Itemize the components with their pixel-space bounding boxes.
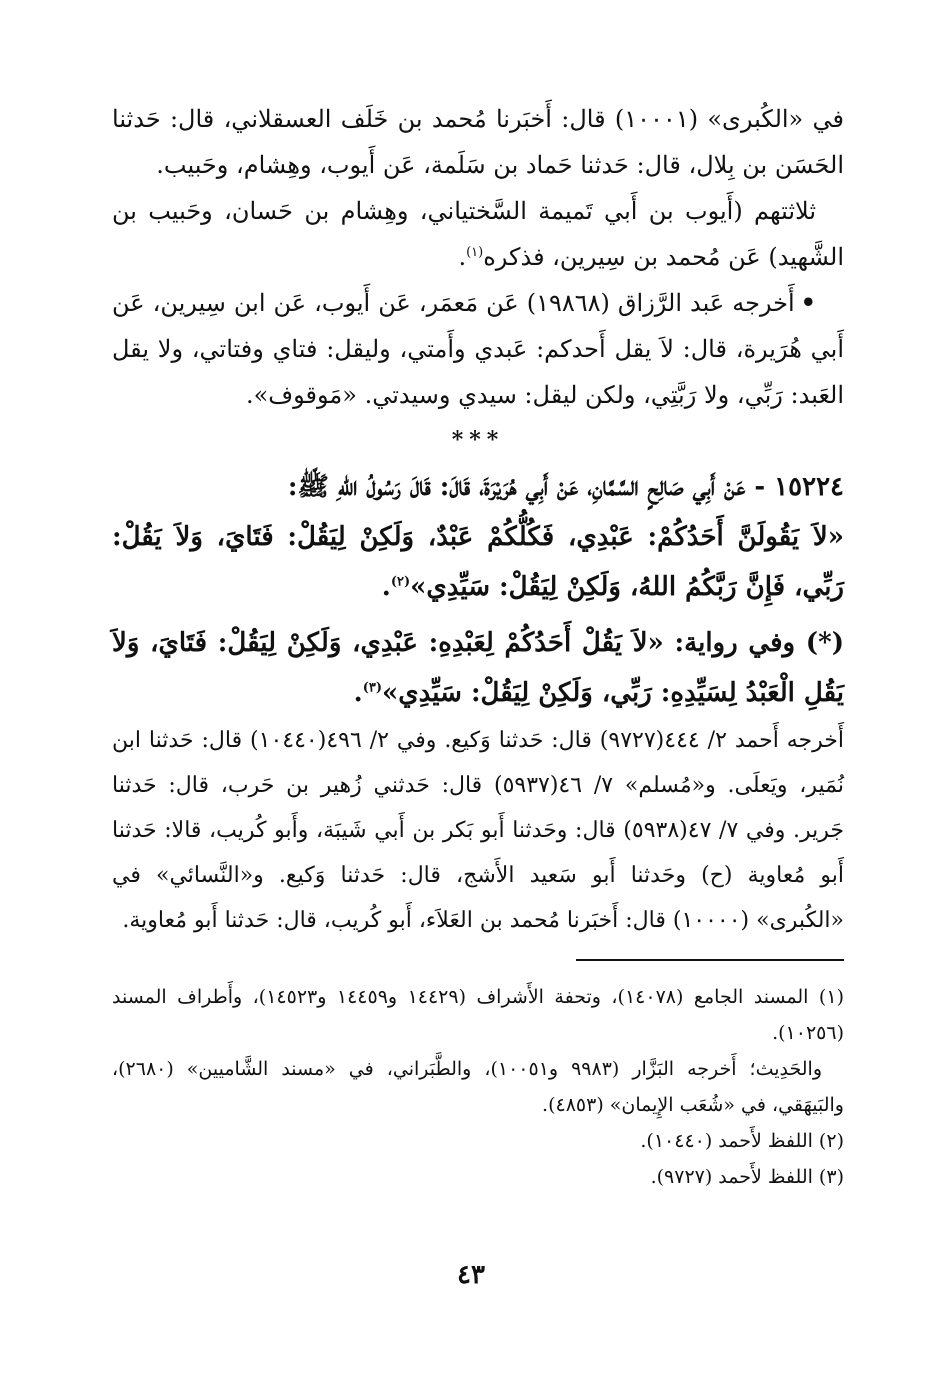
paragraph-bullet-mawquf	[112, 280, 844, 418]
bullet-icon: •	[800, 288, 816, 317]
paragraph-chain-text: ثلاثتهم (أَيوب بن أَبي تَميمة السَّختياني، وهِشام بن حَسان، وحَبيب بن الشَّهيد) عَن مُحمد بن سِيرين، فذكره	[112, 197, 844, 271]
hadith-matn-text: «لاَ يَقُولَنَّ أَحَدُكُمْ: عَبْدِي، فَكُلُّكُمْ عَبْدٌ، وَلَكِنْ لِيَقُلْ: فَتَايَ، وَلاَ يَقُلْ: رَبِّي، فَإِنَّ رَبَّكُمُ اللهُ، وَلَكِنْ لِيَقُلْ: سَيِّدِي»	[112, 522, 844, 602]
paragraph-chain-summary	[112, 188, 844, 280]
footnote-divider	[576, 959, 844, 961]
section-separator: ***	[451, 427, 505, 453]
footnote-1-continuation: والحَدِيث؛ أَخرجه البَزَّار (٩٩٨٣ و١٠٠٥١)، والطَّبَراني، في «مسند الشَّاميين» (٢٦٨٠)، والبَيهَقي، في «شُعَب الإِيمان» (٤٨٥٣).	[112, 1058, 844, 1116]
footnote-ref-3[interactable]: (٣)	[362, 680, 383, 696]
hadith-riwaya	[112, 618, 844, 718]
paragraph-bullet-text: أَخرجه عَبد الرَّزاق (١٩٨٦٨) عَن مَعمَر، عَن أَيوب، عَن ابن سِيرين، عَن أَبي هُرَيرة، قال: لاَ يقل أَحدكم: عَبدي وأَمتي، وليقل: فتاي وفتاتي، ولا يقل العَبد: رَبِّي، ولا رَبَّتِي، ولكن ليقل: سيدي وسيدتي. «مَوقوف».	[112, 289, 844, 409]
hadith-riwaya-end: .	[353, 678, 363, 708]
page-content	[112, 96, 844, 1336]
paragraph-continuation: في «الكُبرى» (١٠٠٠١) قال: أَخبَرنا مُحمد بن خَلَف العسقلاني، قال: حَدثنا الحَسَن بن بِلال، قال: حَدثنا حَماد بن سَلَمة، عَن أَيوب، وهِشام، وحَبيب.	[112, 105, 845, 179]
hadith-number: ١٥٢٢٤	[774, 472, 844, 502]
hadith-riwaya-text: (*) وفي رواية: «لاَ يَقُلْ أَحَدُكُمْ لِعَبْدِهِ: عَبْدِي، وَلَكِنْ لِيَقُلْ: فَتَايَ، وَلاَ يَقُلِ الْعَبْدُ لِسَيِّدِهِ: رَبِّي، وَلَكِنْ لِيَقُلْ: سَيِّدِي»	[112, 628, 844, 708]
footnote-2: (٢) اللفظ لأَحمد (١٠٤٤٠).	[640, 1130, 844, 1152]
takhrij-paragraph: أَخرجه أَحمد ٢/ ٤٤٤(٩٧٢٧) قال: حَدثنا وَكيع. وفي ٢/ ٤٩٦(١٠٤٤٠) قال: حَدثنا ابن نُمَير، ويَعلَى. و«مُسلم» ٧/ ٤٦(٥٩٣٧) قال: حَدثني زُهير بن حَرب، قال: حَدثنا جَرير. وفي ٧/ ٤٧(٥٩٣٨) قال: وحَدثنا أَبو بَكر بن أَبي شَيبَة، وأَبو كُريب، قالا: حَدثنا أَبو مُعاوية (ح) وحَدثنا أَبو سَعيد الأَشج، قال: حَدثنا وَكيع. و«النَّسائي» في «الكُبرى» (١٠٠٠٠) قال: أَخبَرنا مُحمد بن العَلاَء، أَبو كُريب، قال: حَدثنا أَبو مُعاوية.	[112, 728, 845, 933]
hadith-matn-end: .	[381, 572, 391, 602]
footnote-3: (٣) اللفظ لأَحمد (٩٧٢٧).	[650, 1166, 844, 1188]
hadith-isnad-text: - عَنْ أَبِي صَالِحٍ السَّمَّانِ، عَنْ أَبِي هُرَيْرَةَ، قَالَ: قَالَ رَسُولُ اللهِ ﷺ:	[287, 472, 766, 502]
footnote-ref-2[interactable]: (٢)	[390, 574, 411, 590]
page-number: ٤٣	[457, 1260, 485, 1290]
footnote-1: (١) المسند الجامع (١٤٠٧٨)، وتحفة الأَشراف (١٤٤٢٩ و١٤٤٥٩ و١٤٥٢٣)، وأَطراف المسند (١٠٢٥٦).	[112, 986, 844, 1044]
hadith-isnad	[112, 462, 844, 512]
paragraph-end-mark: .	[458, 243, 467, 271]
hadith-matn	[112, 512, 844, 612]
footnote-ref-1[interactable]: (١)	[466, 245, 484, 260]
